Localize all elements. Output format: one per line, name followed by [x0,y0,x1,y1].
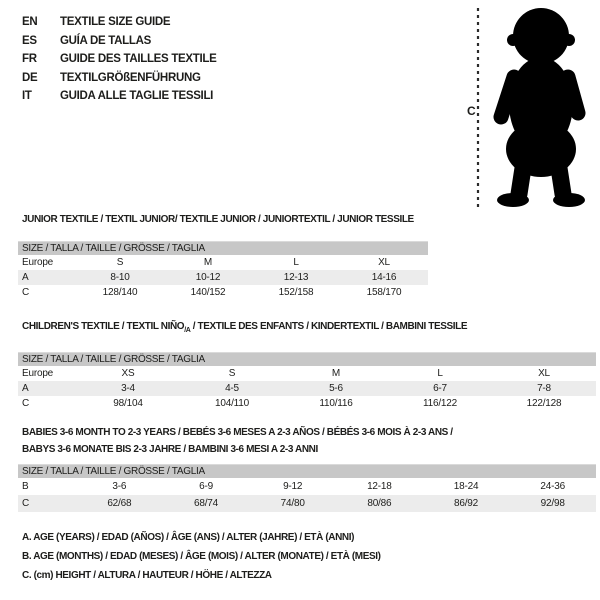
size-cell: XL [378,257,390,268]
size-cell: S [116,257,124,268]
language-row-it [22,87,217,106]
value-cell: 8-10 [110,272,130,283]
size-cell: L [437,368,443,379]
row-label-cell: A [22,272,29,283]
size-cell: XS [121,368,135,379]
size-header-bar: SIZE / TALLA / TAILLE / GRÖSSE / TAGLIA [18,352,596,366]
babies-table-title [18,424,596,458]
language-row-fr [22,50,217,69]
age-years-row [18,270,428,285]
footnote-age-years: A. AGE (YEARS) / EDAD (AÑOS) / ÂGE (ANS) / ALTER (JAHRE) / ETÀ (ANNI) [22,532,355,543]
value-cell: 62/68 [107,498,132,509]
babies-size-table [18,424,596,512]
value-cell: 12-13 [283,272,309,283]
language-row-en [22,13,217,32]
value-cell: 5-6 [329,383,343,394]
value-cell: 68/74 [193,498,219,509]
height-measure-label: C [467,104,476,118]
height-cm-row [18,396,596,411]
guide-title: GUÍA DE TALLAS [60,34,151,47]
value-cell: 4-5 [225,383,239,394]
baby-silhouette [497,8,585,207]
size-cell: XL [538,368,550,379]
height-cm-row [18,495,596,512]
language-code: EN [22,16,38,28]
value-cell: 18-24 [453,481,479,492]
language-row-es [22,32,217,51]
value-cell: 24-36 [540,481,565,492]
language-title-list [22,13,217,106]
height-cm-row [18,285,428,300]
row-label-cell: C [22,398,30,409]
guide-title: GUIDA ALLE TAGLIE TESSILI [60,90,214,102]
value-cell: 6-9 [199,481,213,492]
size-header-bar: SIZE / TALLA / TAILLE / GRÖSSE / TAGLIA [18,241,428,255]
language-code: DE [22,71,38,84]
row-label-cell: B [22,481,29,492]
value-cell: 116/122 [422,398,457,409]
value-cell: 128/140 [102,287,138,298]
size-cell: S [228,368,236,379]
value-cell: 6-7 [433,383,447,394]
value-cell: 14-16 [371,272,397,283]
value-cell: 104/110 [214,398,249,409]
value-cell: 9-12 [283,481,303,492]
value-cell: 98/104 [113,398,143,409]
size-header-bar: SIZE / TALLA / TAILLE / GRÖSSE / TAGLIA [18,464,596,478]
footnote-height: C. (cm) HEIGHT / ALTURA / HAUTEUR / HÖHE / ALTEZZA [22,570,272,581]
legend-footnotes [22,528,381,585]
babies-title-line1: BABIES 3-6 MONTH TO 2-3 YEARS / BEBÉS 3-6 MESES A 2-3 AÑOS / BÉBÉS 3-6 MOIS À 2-3 ANS / [22,427,453,438]
row-label-cell: Europe [22,257,54,268]
value-cell: 92/98 [540,498,565,509]
children-size-table [18,320,596,411]
value-cell: 140/152 [190,287,226,298]
children-title-text: / TEXTILE DES ENFANTS / KINDERTEXTIL / BAMBINI TESSILE [190,321,468,332]
value-cell: 86/92 [454,498,479,509]
footnote-age-months: B. AGE (MONTHS) / EDAD (MESES) / ÂGE (MOIS) / ALTER (MONATE) / ETÀ (MESI) [22,551,381,562]
language-code: ES [22,34,37,47]
babies-title-line2: BABYS 3-6 MONATE BIS 2-3 JAHRE / BAMBINI 3-6 MESI A 2-3 ANNI [22,444,318,455]
europe-sizes-row [18,366,596,381]
value-cell: 122/128 [526,398,562,409]
children-title-subscript: /A [184,327,191,334]
europe-sizes-row [18,255,428,270]
value-cell: 152/158 [278,287,314,298]
row-label-cell: A [22,383,29,394]
value-cell: 7-8 [537,383,551,394]
language-code: FR [22,53,37,65]
children-table-title [18,320,596,337]
guide-title: GUIDE DES TAILLES TEXTILE [60,53,217,65]
junior-table-title: JUNIOR TEXTILE / TEXTIL JUNIOR/ TEXTILE JUNIOR / JUNIORTEXTIL / JUNIOR TESSILE [22,214,414,225]
age-months-row [18,478,596,495]
language-row-de [22,69,217,88]
size-cell: L [293,257,299,268]
junior-size-table [18,213,428,300]
language-code: IT [22,90,32,102]
value-cell: 3-6 [112,481,127,492]
size-cell: M [331,368,341,379]
value-cell: 80/86 [367,498,392,509]
value-cell: 12-18 [367,481,392,492]
age-years-row [18,381,596,396]
size-cell: M [203,257,213,268]
row-label-cell: Europe [22,368,54,379]
value-cell: 10-12 [195,272,221,283]
children-title-text: CHILDREN'S TEXTILE / TEXTIL NIÑO [22,321,185,332]
guide-title: TEXTILE SIZE GUIDE [60,16,171,28]
value-cell: 3-4 [121,383,135,394]
row-label-cell: C [22,287,30,298]
row-label-cell: C [22,498,30,509]
value-cell: 110/116 [319,398,353,409]
value-cell: 158/170 [366,287,402,298]
value-cell: 74/80 [280,498,305,509]
baby-figure [450,0,600,216]
guide-title: TEXTILGRÖßENFÜHRUNG [60,71,201,84]
